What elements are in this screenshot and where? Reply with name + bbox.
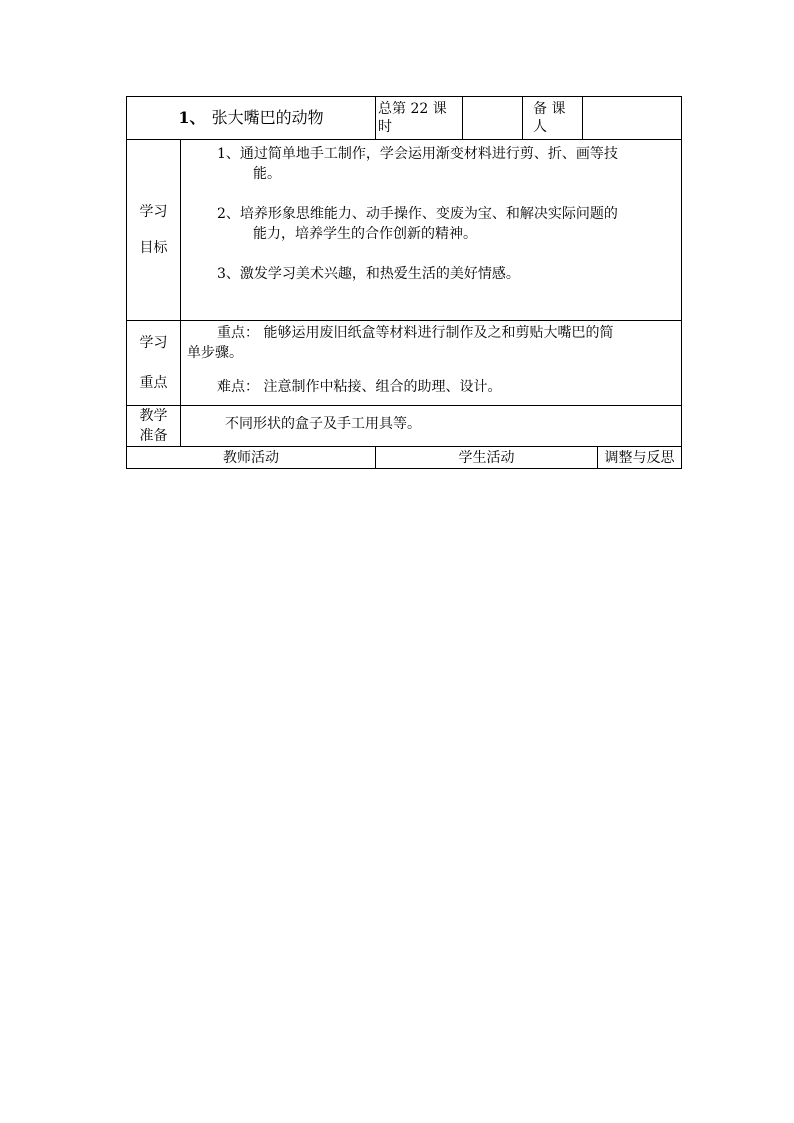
keypoints-label-cell — [127, 321, 181, 406]
lesson-title-cell — [127, 97, 376, 140]
preparer-label-line1: 备 课 — [533, 101, 566, 117]
period-value-cell — [463, 97, 523, 140]
keypoints-label-line2: 重点 — [139, 375, 168, 391]
keypoints-content-cell — [181, 321, 682, 406]
preparer-value-cell — [583, 97, 682, 140]
goals-row — [127, 140, 682, 321]
goal-item-1-cont: 能。 — [253, 166, 281, 182]
goals-label-line1: 学习 — [139, 204, 168, 220]
reflection-header: 调整与反思 — [598, 447, 682, 469]
prep-content: 不同形状的盒子及手工用具等。 — [225, 416, 421, 432]
focus-point: 重点： 能够运用废旧纸盒等材料进行制作及之和剪贴大嘴巴的简 — [217, 325, 614, 341]
difficulty-point: 难点： 注意制作中粘接、组合的助理、设计。 — [217, 379, 502, 395]
goals-content-cell — [181, 140, 682, 321]
prep-label-line1: 教学 — [139, 408, 168, 424]
header-row — [127, 97, 682, 140]
student-activity-header: 学生活动 — [376, 447, 598, 469]
keypoints-label-line1: 学习 — [139, 335, 168, 351]
prep-row — [127, 406, 682, 447]
goals-label-line2: 目标 — [139, 240, 168, 256]
prep-label-line2: 准备 — [139, 428, 168, 444]
lesson-plan-sheet — [126, 96, 681, 469]
lesson-plan-table — [126, 96, 682, 469]
preparer-label-line2: 人 — [533, 119, 547, 135]
goal-item-2: 2、培养形象思维能力、动手操作、变废为宝、和解决实际问题的 — [217, 206, 618, 222]
lesson-number: 1、 — [178, 108, 206, 127]
goals-label-cell — [127, 140, 181, 321]
keypoints-row — [127, 321, 682, 406]
lesson-title: 张大嘴巴的动物 — [211, 108, 324, 127]
focus-point-cont: 单步骤。 — [187, 345, 243, 361]
teacher-activity-header: 教师活动 — [127, 447, 376, 469]
goal-item-1: 1、通过简单地手工制作，学会运用渐变材料进行剪、折、画等技 — [217, 146, 618, 162]
prep-content-cell — [181, 406, 682, 447]
goal-item-3: 3、激发学习美术兴趣，和热爱生活的美好情感。 — [217, 266, 520, 282]
prep-label-cell — [127, 406, 181, 447]
period-label-line1: 总第 22 课 — [378, 101, 447, 117]
preparer-label-cell — [523, 97, 583, 140]
period-label-cell — [376, 97, 463, 140]
activity-header-row — [127, 447, 682, 469]
goal-item-2-cont: 能力，培养学生的合作创新的精神。 — [253, 226, 477, 242]
period-label-line2: 时 — [378, 119, 392, 135]
